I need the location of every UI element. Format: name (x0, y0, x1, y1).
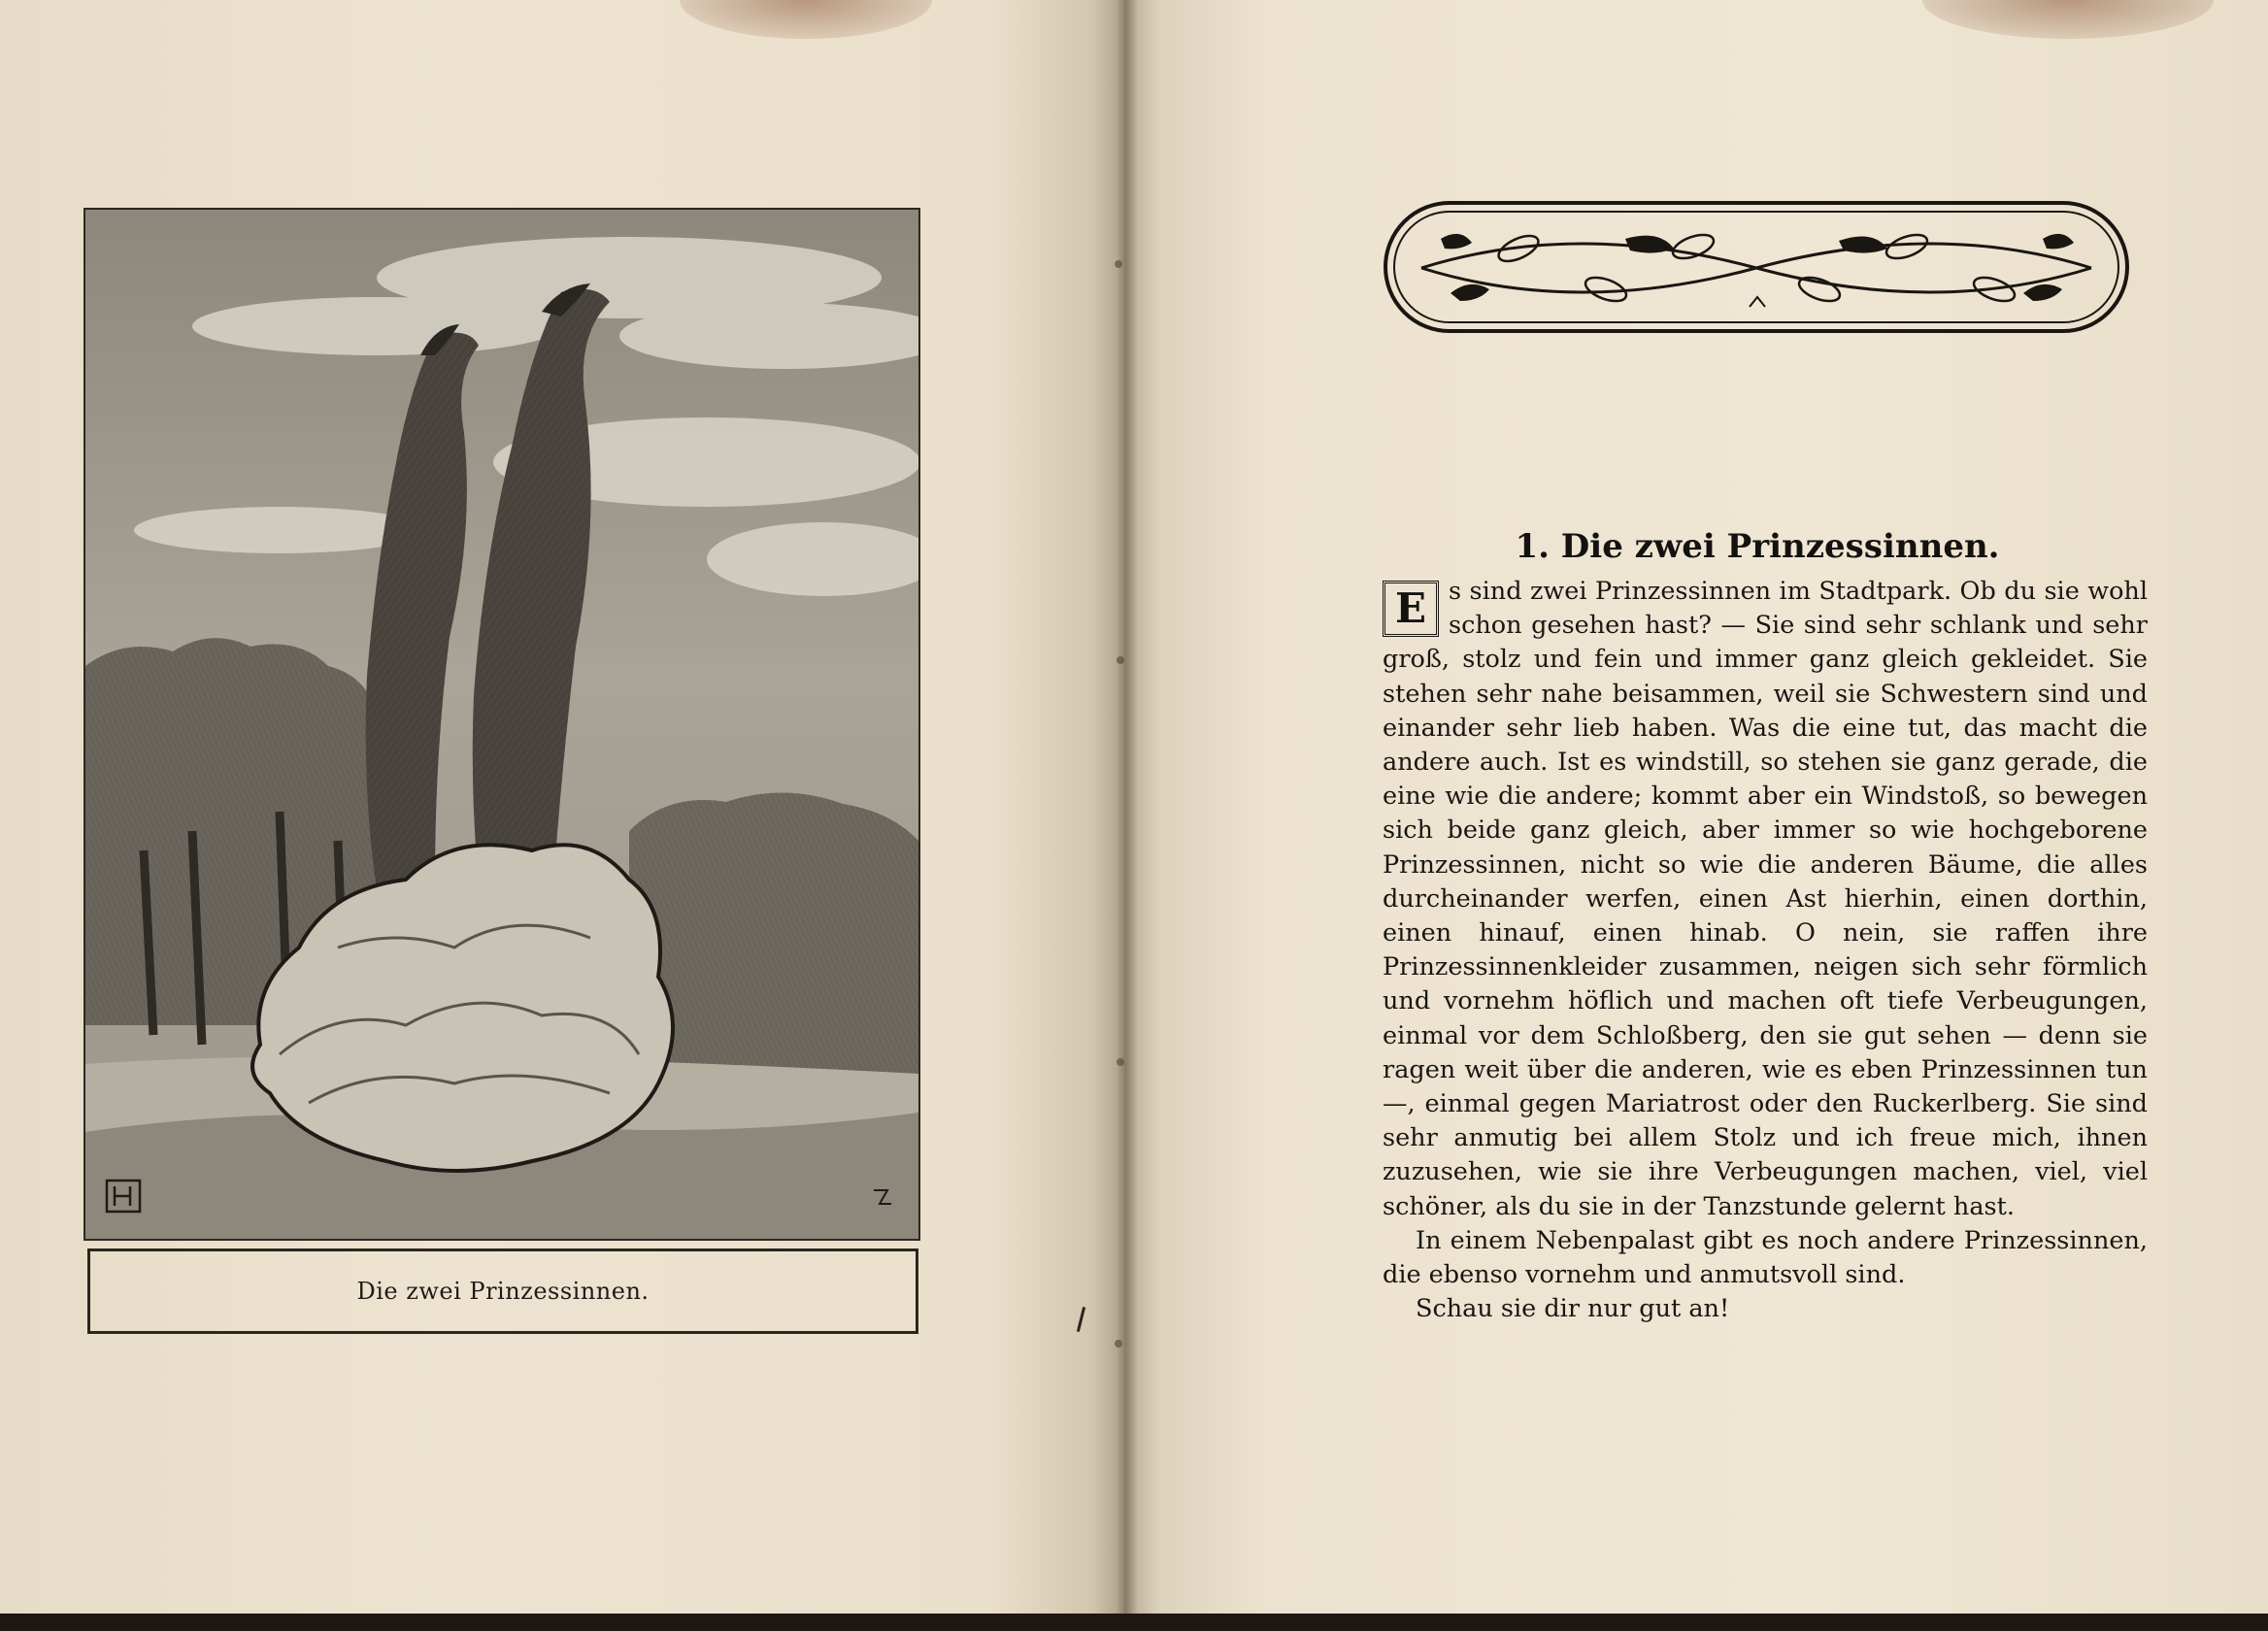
paper-stain (680, 0, 932, 39)
caption-frame (87, 1248, 918, 1334)
poplar-sisters-illustration (85, 210, 918, 1239)
floral-ornament-header (1383, 200, 2130, 334)
paragraph-text: s sind zwei Prinzessinnen im Stadtpark. Ob du sie wohl schon gesehen hast? — Sie sind sehr schlank und sehr groß, stolz und fein und immer ganz gleich gekleidet. Sie stehen sehr nahe beisammen, weil sie Schwestern sind und einander sehr lieb haben. Was die eine tut, das macht die andere auch. Ist es windstill, so stehen sie ganz gerade, die eine wie die andere; kommt aber ein Windstoß, so bewegen sich beide ganz gleich, aber immer so wie hochgeborene Prinzessinnen, nicht so wie die anderen Bäume, die alles durcheinander werfen, einen Ast hierhin, einen dorthin, einen hinauf, einen hinab. O nein, sie raffen ihre Prinzessinnenkleider zusammen, neigen sich sehr förmlich und vornehm höflich und machen oft tiefe Verbeugungen, einmal vor dem Schloßberg, den sie gut sehen — denn sie ragen weit über die anderen, wie es eben Prinzessinnen tun —, einmal gegen Mariatrost oder den Ruckerlberg. Sie sind sehr anmutig bei allem Stolz und ich freue mich, ihnen zuzusehen, wie sie ihre Verbeugungen machen, viel, viel schöner, als du sie in der Tanzstunde gelernt hast. (1383, 577, 2148, 1221)
paragraph: Schau sie dir nur gut an! (1416, 1294, 1730, 1324)
book-gutter (1117, 0, 1138, 1614)
chapter-title: 1. Die zwei Prinzessinnen. (1515, 526, 2000, 566)
illustration-caption: Die zwei Prinzessinnen. (356, 1278, 650, 1305)
pencil-mark (1077, 1307, 1085, 1332)
paper-stain (1922, 0, 2214, 39)
drop-cap-initial: E (1383, 581, 1439, 637)
chapter-text (1383, 575, 2148, 1326)
illustration-plate (83, 208, 920, 1241)
paragraph (1383, 575, 2148, 1224)
paragraph: In einem Nebenpalast gibt es noch andere Prinzessinnen, die ebenso vornehm und anmutsvoll sind. (1383, 1225, 2148, 1290)
left-page (0, 0, 1126, 1614)
